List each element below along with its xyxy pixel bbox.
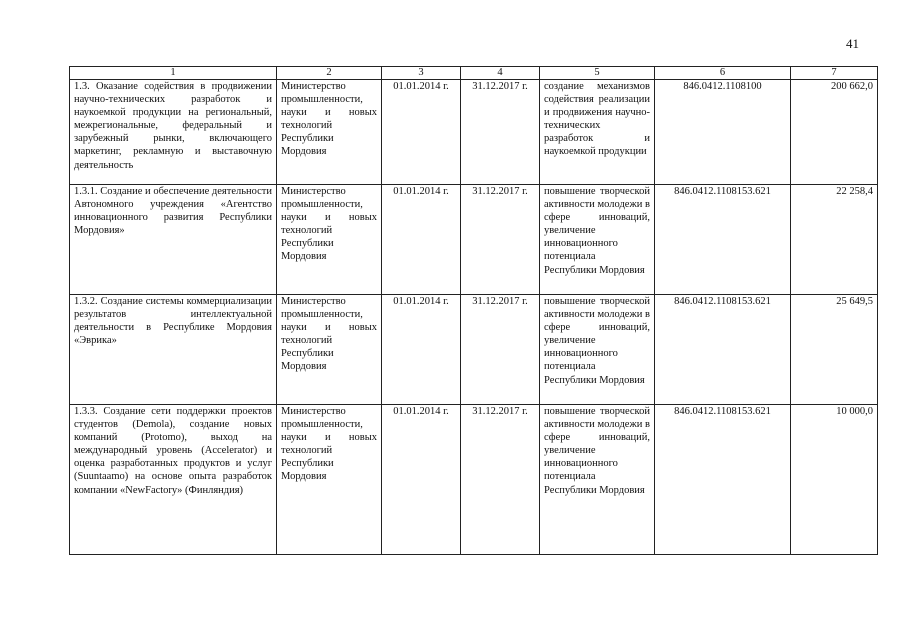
row-end-date: 31.12.2017 г. <box>461 405 540 555</box>
header-col-4: 4 <box>461 67 540 80</box>
row-end-date: 31.12.2017 г. <box>461 80 540 185</box>
row-budget-code: 846.0412.1108153.621 <box>655 295 791 405</box>
table-row <box>70 295 878 405</box>
row-amount: 22 258,4 <box>791 185 878 295</box>
row-description: 1.3.2. Создание системы коммерциализации результатов интеллектуальной деятельности в Республике Мордовия «Эврика» <box>70 295 277 405</box>
row-amount: 200 662,0 <box>791 80 878 185</box>
header-col-1: 1 <box>70 67 277 80</box>
row-end-date: 31.12.2017 г. <box>461 295 540 405</box>
row-start-date: 01.01.2014 г. <box>382 185 461 295</box>
header-row <box>70 67 878 80</box>
row-budget-code: 846.0412.1108153.621 <box>655 405 791 555</box>
row-description: 1.3. Оказание содействия в продвижении научно-технических разработок и наукоемкой продукции на региональный, межрегиональные, федеральный и зарубежный рынки, включающего маркетинг, рекламную и выставочную деятельность <box>70 80 277 185</box>
row-amount: 10 000,0 <box>791 405 878 555</box>
row-executor: Министерство промышленности, науки и новых технологий Республики Мордовия <box>277 185 382 295</box>
program-table <box>69 66 878 555</box>
table-row <box>70 405 878 555</box>
row-executor: Министерство промышленности, науки и новых технологий Республики Мордовия <box>277 80 382 185</box>
header-col-5: 5 <box>540 67 655 80</box>
header-col-7: 7 <box>791 67 878 80</box>
row-start-date: 01.01.2014 г. <box>382 405 461 555</box>
row-amount: 25 649,5 <box>791 295 878 405</box>
row-budget-code: 846.0412.1108100 <box>655 80 791 185</box>
row-result: создание механизмов содействия реализации и продвижения научно-технических разработок и наукоемкой продукции <box>540 80 655 185</box>
row-executor: Министерство промышленности, науки и новых технологий Республики Мордовия <box>277 295 382 405</box>
row-executor: Министерство промышленности, науки и новых технологий Республики Мордовия <box>277 405 382 555</box>
row-start-date: 01.01.2014 г. <box>382 295 461 405</box>
header-col-6: 6 <box>655 67 791 80</box>
table-row <box>70 185 878 295</box>
header-col-2: 2 <box>277 67 382 80</box>
header-col-3: 3 <box>382 67 461 80</box>
table-row <box>70 80 878 185</box>
row-description: 1.3.3. Создание сети поддержки проектов студентов (Demola), создание новых компаний (Protomo), выход на международный уровень (Accelerator) и оценка разработанных продуктов и услуг (Suuntaamo) на основе опыта разработок компании «NewFactory» (Финляндия) <box>70 405 277 555</box>
row-start-date: 01.01.2014 г. <box>382 80 461 185</box>
row-result: повышение творческой активности молодежи в сфере инноваций, увеличение инновационного потенциала Республики Мордовия <box>540 185 655 295</box>
row-result: повышение творческой активности молодежи в сфере инноваций, увеличение инновационного потенциала Республики Мордовия <box>540 405 655 555</box>
row-result: повышение творческой активности молодежи в сфере инноваций, увеличение инновационного потенциала Республики Мордовия <box>540 295 655 405</box>
row-end-date: 31.12.2017 г. <box>461 185 540 295</box>
row-description: 1.3.1. Создание и обеспечение деятельности Автономного учреждения «Агентство инновационного развития Республики Мордовия» <box>70 185 277 295</box>
page-number: 41 <box>846 36 859 51</box>
row-budget-code: 846.0412.1108153.621 <box>655 185 791 295</box>
